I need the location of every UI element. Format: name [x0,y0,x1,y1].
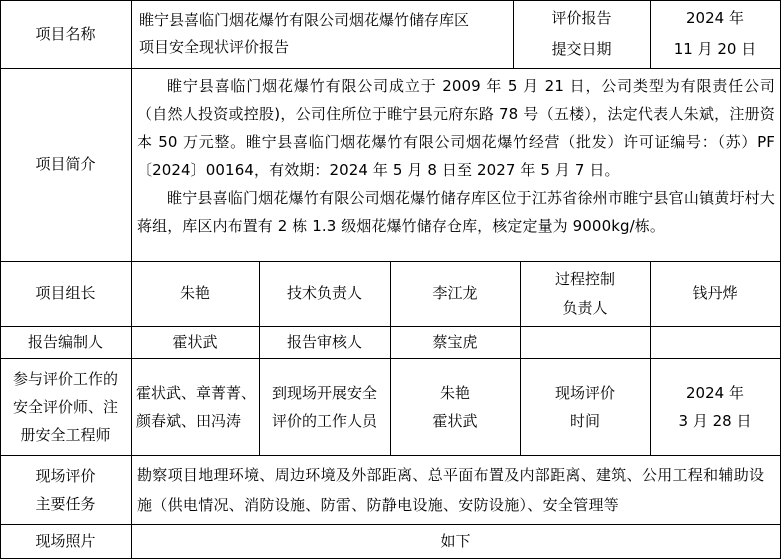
project-name-label: 项目名称 [35,24,96,43]
tech-lead-label: 技术负责人 [286,284,362,302]
onsite-staff-label-line1: 到现场开展安全 [271,383,377,402]
onsite-staff-label-line2: 评价的工作人员 [271,411,377,430]
report-author-value: 霍状武 [172,332,218,351]
project-intro-label: 项目简介 [35,155,96,173]
onsite-tasks-label-line2: 主要任务 [35,494,96,513]
submit-date-day: 11 月 20 日 [673,40,757,58]
submit-date-year: 2024 年 [686,9,744,27]
onsite-staff-line1: 朱艳 [439,383,470,402]
project-intro-text [137,72,775,240]
project-name-line2: 项目安全现状评价报告 [139,38,290,56]
report-author-label: 报告编制人 [27,332,103,351]
evaluators-value [131,358,259,455]
project-intro-paragraph-2: 睢宁县喜临门烟花爆竹有限公司烟花爆竹储存库区位于江苏省徐州市睢宁县官山镇黄圩村大蒋组，库区内布置有 2 栋 1.3 级烟花爆竹储存仓库，核定定量为 9000kg/栋。 [137,189,775,235]
onsite-time-label-line2: 时间 [569,411,600,430]
project-name-line1: 睢宁县喜临门烟花爆竹有限公司烟花爆竹储存库区 [139,11,470,29]
onsite-tasks-value: 勘察项目地理环境、周边环境及外部距离、总平面布置及内部距离、建筑、公用工程和辅助设施（供电情况、消防设施、防雷、防静电设施、安防设施）、安全管理等 [137,465,765,514]
evaluators-label [0,358,131,455]
onsite-tasks-label-line1: 现场评价 [35,466,96,485]
team-leader-label: 项目组长 [35,284,96,302]
site-photos-label: 现场照片 [35,532,96,550]
site-photos-value: 如下 [440,532,471,550]
onsite-time-label-line1: 现场评价 [554,383,615,402]
onsite-time-day: 3 月 28 日 [678,411,752,430]
tech-lead-value: 李江龙 [432,284,478,302]
submit-date-label-line1: 评价报告 [551,9,612,27]
onsite-tasks-label [0,455,131,524]
onsite-staff-line2: 霍状武 [432,411,478,430]
onsite-time-value [650,358,780,455]
submit-date-label [513,0,650,68]
process-control-label-line2: 负责人 [562,298,608,317]
process-control-value: 钱丹烨 [692,284,738,302]
evaluators-label-line3: 册安全工程师 [20,425,111,444]
evaluators-label-line1: 参与评价工作的 [12,369,118,388]
report-reviewer-value: 蔡宝虎 [432,332,478,351]
onsite-staff-value [390,358,520,455]
team-leader-value: 朱艳 [179,284,210,302]
onsite-time-label [520,358,650,455]
process-control-label-line1: 过程控制 [554,269,615,288]
evaluators-label-line2: 安全评价师、注 [12,397,118,416]
evaluators-line1: 霍状武、章菁菁、 [136,383,257,402]
submit-date-value [650,0,780,68]
submit-date-label-line2: 提交日期 [551,40,612,58]
project-intro-paragraph-1: 睢宁县喜临门烟花爆竹有限公司成立于 2009 年 5 月 21 日，公司类型为有限责任公司（自然人投资或控股)，公司住所位于睢宁县元府东路 78 号（五楼），法定代表人朱斌，注册资本 50 万元整。睢宁县喜临门烟花爆竹有限公司烟花爆竹经营（批发）许可证编号：（苏）PF〔2024〕00164，有效期：2024 年 5 月 8 日至 2027 年 5 月 7 日。 [137,77,775,179]
report-reviewer-label: 报告审核人 [286,332,362,351]
evaluators-line2: 颜春斌、田冯涛 [136,411,242,430]
project-name-value [131,0,513,68]
process-control-label [520,261,650,326]
onsite-staff-label [259,358,390,455]
onsite-time-year: 2024 年 [686,383,744,402]
